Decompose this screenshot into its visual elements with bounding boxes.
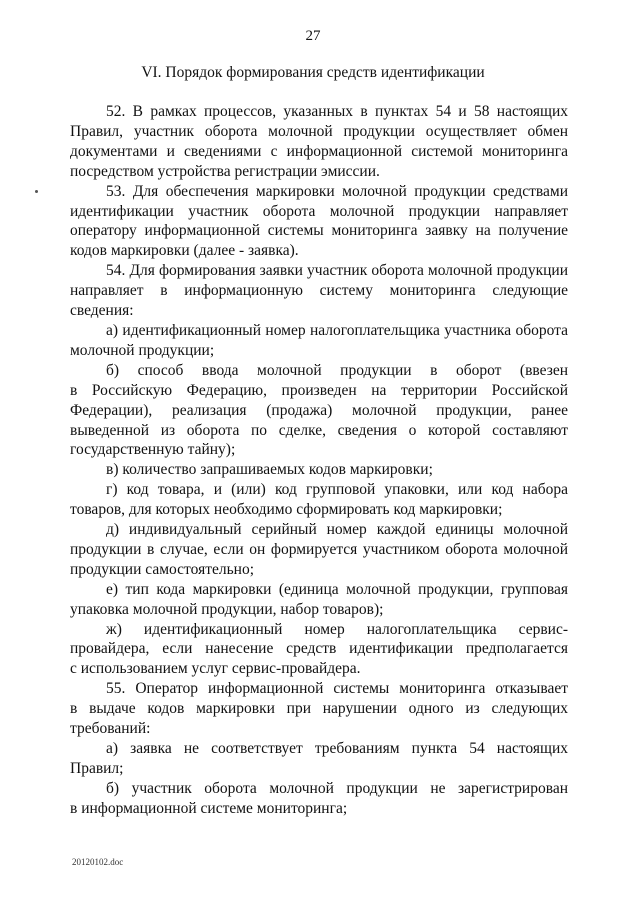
paragraph-55 [70, 679, 568, 739]
text-line: в информационной системе мониторинга; [70, 799, 348, 817]
paragraph-54 [70, 261, 568, 321]
text-line: выведенной из оборота по сделке, сведения о которой составляют [70, 421, 568, 439]
text-line: посредством устройства регистрации эмиссии. [70, 162, 380, 180]
text-line: кодов маркировки (далее - заявка). [70, 242, 299, 260]
list-item-g [70, 480, 568, 520]
list-item-e [70, 580, 568, 620]
paragraph-52 [70, 102, 568, 182]
text-line: 52. В рамках процессов, указанных в пунктах 54 и 58 настоящих [106, 103, 568, 120]
text-line: в Российскую Федерацию, произведен на территории Российской [70, 381, 568, 399]
scan-dot-mark [35, 190, 38, 193]
text-line: молочной продукции; [70, 341, 215, 359]
list-item-v [70, 460, 568, 480]
list-item-zh [70, 620, 568, 680]
text-line: г) код товара, и (или) код групповой упаковки, или код набора [106, 481, 568, 499]
text-line: документами и сведениями с информационной системой мониторинга [70, 142, 568, 160]
text-line: товаров, для которых необходимо сформировать код маркировки; [70, 501, 503, 519]
text-line: ж) идентификационный номер налогоплательщика сервис- [106, 620, 568, 638]
text-line: оператору информационной системы мониторинга заявку на получение [70, 222, 568, 240]
text-line: а) заявка не соответствует требованиям пункта 54 настоящих [106, 740, 568, 757]
text-line: требований: [70, 720, 151, 738]
text-line: 53. Для обеспечения маркировки молочной продукции средствами [106, 182, 568, 200]
text-line: 54. Для формирования заявки участник оборота молочной продукции [106, 262, 568, 280]
text-line: государственную тайну); [70, 441, 236, 459]
list-item-a [70, 321, 568, 361]
text-line: в) количество запрашиваемых кодов маркировки; [106, 461, 433, 479]
text-line: продукции самостоятельно; [70, 560, 255, 578]
page-number: 27 [305, 28, 321, 44]
text-line: провайдера, если нанесение средств идентификации предполагается [70, 640, 568, 658]
body-text [70, 102, 568, 819]
text-line: упаковка молочной продукции, набор товаров); [70, 600, 384, 618]
text-line: е) тип кода маркировки (единица молочной продукции, групповая [106, 580, 568, 598]
text-line: д) индивидуальный серийный номер каждой единицы молочной [106, 521, 568, 539]
text-line: в выдаче кодов маркировки при нарушении одного из следующих [70, 700, 568, 718]
text-line: с использованием услуг сервис-провайдера. [70, 660, 361, 678]
text-line: Правил, участник оборота молочной продукции осуществляет обмен [70, 122, 568, 140]
text-line: б) участник оборота молочной продукции не зарегистрирован [106, 779, 568, 797]
list-item-b [70, 361, 568, 461]
text-line: Правил; [70, 759, 124, 777]
text-line: идентификации участник оборота молочной продукции направляет [70, 202, 568, 220]
text-line: продукции в случае, если он формируется участником оборота молочной [70, 540, 568, 558]
text-line: б) способ ввода молочной продукции в оборот (ввезен [106, 361, 568, 379]
text-line: Федерации), реализация (продажа) молочной продукции, ранее [70, 401, 568, 419]
section-title: VI. Порядок формирования средств идентификации [141, 64, 485, 81]
text-line: а) идентификационный номер налогоплательщика участника оборота [106, 321, 568, 339]
text-line: направляет в информационную систему мониторинга следующие [70, 282, 568, 300]
list-item-d [70, 520, 568, 580]
list-item-55-b [70, 779, 568, 819]
text-line: сведения: [70, 302, 134, 320]
text-line: 55. Оператор информационной системы мониторинга отказывает [106, 680, 568, 698]
list-item-55-a [70, 739, 568, 779]
file-name-footer: 20120102.doc [72, 857, 124, 867]
paragraph-53 [70, 182, 568, 262]
